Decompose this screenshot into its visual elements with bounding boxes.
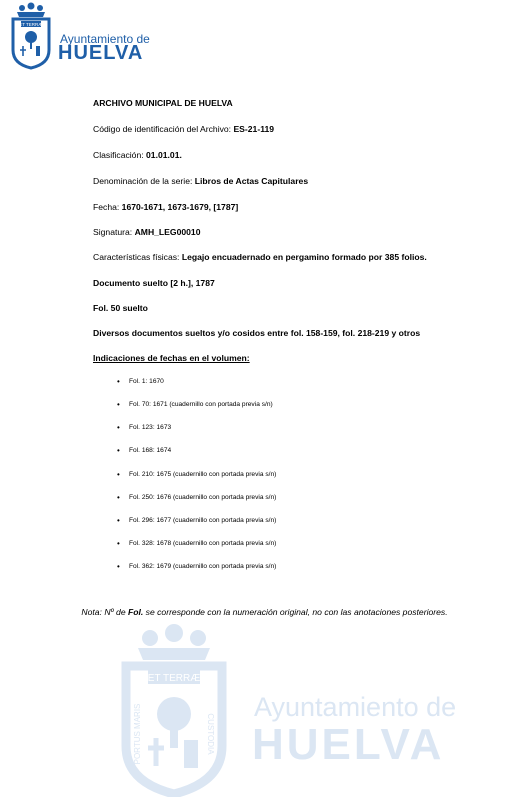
field-signature [93, 227, 201, 237]
field-value: 01.01.01. [146, 150, 182, 160]
watermark [114, 622, 474, 797]
dates-heading: Indicaciones de fechas en el volumen: [93, 353, 250, 363]
field-label: Denominación de la serie: [93, 176, 195, 186]
field-value: Libros de Actas Capitulares [194, 176, 309, 186]
field-label: Fecha: [93, 202, 122, 212]
fol-loose: Fol. 50 suelto [93, 303, 148, 313]
field-classification [93, 150, 182, 160]
field-label: Código de identificación del Archivo: [93, 124, 234, 134]
field-value: ES-21-119 [233, 124, 275, 134]
brand-name: Ayuntamiento de [60, 32, 150, 46]
brand-city: HUELVA [58, 42, 144, 64]
header-logo [8, 2, 158, 70]
field-value: AMH_LEG00010 [134, 227, 201, 237]
field-value: 1670-1671, 1673-1679, [1787] [121, 202, 239, 212]
field-label: Signatura: [93, 227, 135, 237]
field-date [93, 202, 238, 212]
city-crest-watermark-icon [114, 622, 234, 797]
city-crest-icon [8, 2, 54, 70]
watermark-crest-right-text: CUSTODIA [206, 713, 215, 755]
watermark-brand-name: Ayuntamiento de [254, 692, 457, 722]
field-label: Clasificación: [93, 150, 147, 160]
loose-document: Documento suelto [2 h.], 1787 [93, 278, 215, 288]
footnote: Nota: Nº de Fol. se corresponde con la numeración original, no con las anotaciones posteriores. [81, 607, 448, 617]
field-label: Características físicas: [93, 252, 182, 262]
watermark-crest-left-text: PORTUS MARIS [133, 703, 142, 765]
field-archive-code [93, 124, 274, 134]
watermark-ribbon-text: ET TERRÆ [147, 673, 201, 684]
various-documents: Diversos documentos sueltos y/o cosidos entre fol. 158-159, fol. 218-219 y otros [93, 328, 421, 338]
field-value: Legajo encuadernado en pergamino formado por 385 folios. [181, 252, 427, 262]
crest-ribbon-text: ET TERRÆ [19, 22, 43, 27]
archive-title: ARCHIVO MUNICIPAL DE HUELVA [93, 98, 233, 108]
field-physical [93, 252, 427, 262]
watermark-brand-city: HUELVA [252, 720, 445, 769]
field-series [93, 176, 308, 186]
